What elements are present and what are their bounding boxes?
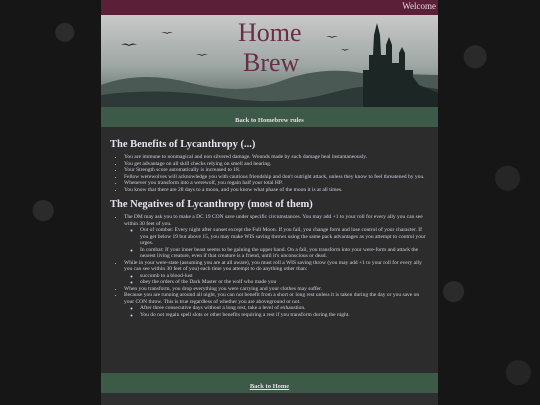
sub-list-item: ◦ Out of combat: Every night after sunset except the Full Moon. If you fail, you change form and lose control of your character. If you get below 19 but above 15, you may make WIS saving throws using the same pack advantages as you attempt to control your urges. [140, 227, 428, 247]
banner-title-line1: Home [238, 18, 302, 47]
top-nav-bar [101, 107, 438, 127]
main-content [101, 127, 438, 383]
list-item-text: While in your were-state (assuming you are at all aware), you must roll a WIS saving throw (you may add +1 to your roll for every ally you can see within 30 feet of you) each time you attempt to do anything other than: [124, 259, 422, 272]
benefits-heading: The Benefits of Lycanthropy (...) [110, 139, 256, 150]
list-item-text: The DM may ask you to make a DC 19 CON save under specific circumstances. You may add +1 to your roll for every ally you can see within 30 feet of you. [124, 214, 423, 227]
list-item: • You know that there are 28 days to a moon, and you know what phase of the moon it is at all times. [124, 187, 428, 194]
list-item-text: Because you are running around all night, you can not benefit from a short or long rest unless it is taken during the day or you save on your CON throw. This is true regardless of whether you are aboveground or not. [124, 292, 420, 305]
welcome-text: Welcome [402, 1, 436, 11]
sub-list-item: ◦ obey the orders of the Dark Master or the wolf who made you [140, 279, 428, 286]
list-item [124, 260, 428, 286]
sub-list [124, 273, 428, 286]
list-item: • You are immune to nonmagical and non silvered damage. Wounds made by such damage heal instantaneously. [124, 154, 428, 161]
sub-list-item: ◦ In combat: If your inner beast seems to be gaining the upper hand. On a fail, you transform into your were-form and attack the nearest living creature, even if that creature is a friend, until it's unconscious or dead. [140, 247, 428, 260]
sub-list-item: ◦ You do not regain spell slots or other benefits requiring a rest if you transform during the night. [140, 312, 428, 319]
list-item: • Whenever you transform into a werewolf, you regain half your total HP. [124, 180, 428, 187]
list-item [124, 292, 428, 318]
negatives-list [110, 214, 428, 318]
list-item: • When you transform, you drop everything you were carrying and your clothes may suffer. [124, 286, 428, 293]
top-bar [101, 0, 438, 15]
back-to-homebrew-rules-link[interactable]: Back to Homebrew rules [235, 117, 304, 124]
list-item [124, 214, 428, 260]
bottom-nav-bar [101, 373, 438, 393]
sub-list-item: ◦ After three consecutive days without a long rest, take a level of exhaustion. [140, 305, 428, 312]
list-item: • You get advantage on all skill checks relying on smell and hearing. [124, 161, 428, 168]
benefits-list [110, 154, 428, 193]
sub-list [124, 227, 428, 260]
list-item: • Fellow werewolves will acknowledge you with cautious friendship and don't outright attack, unless they know to feel threatened by you. [124, 174, 428, 181]
sub-list [124, 305, 428, 318]
list-item: • Your Strength score automatically is increased to 18. [124, 167, 428, 174]
back-to-home-link[interactable]: Back to Home [249, 383, 290, 390]
banner-title-line2: Brew [243, 48, 300, 77]
negatives-heading: The Negatives of Lycanthropy (most of them) [110, 199, 313, 210]
header-banner [101, 15, 438, 107]
sub-list-item: ◦ succumb to a blood-lust [140, 273, 428, 280]
page-container [101, 0, 438, 405]
